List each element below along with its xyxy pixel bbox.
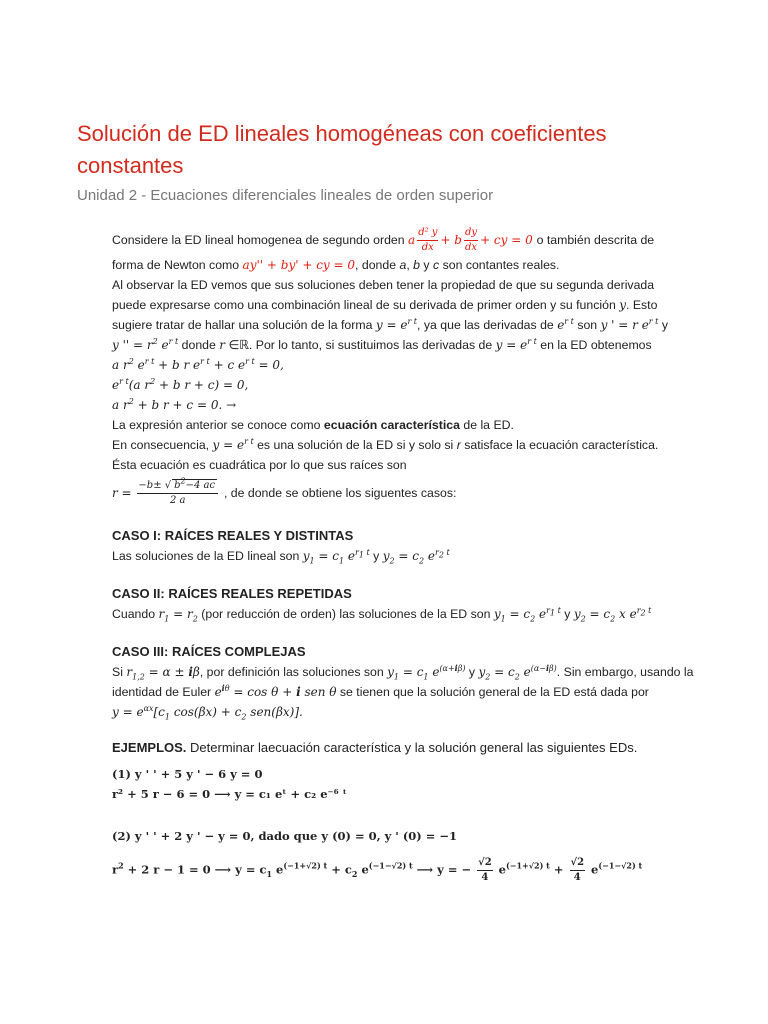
page-title: Solución de ED lineales homogéneas con coeficientes constantes [77,121,607,178]
case-text: Cuando [112,607,156,621]
intro-text: Considere la ED lineal homogenea de segundo orden [112,233,405,247]
intro-text: o también descrita de [536,233,655,247]
case-3-heading: CASO III: RAÍCES COMPLEJAS [112,644,306,659]
intro-text: son [577,318,598,332]
case-2-text: Cuando $r_1 = r_2$ (por reducción de orden) las soluciones de la ED son $y_1 = c_2$ $e^{r_1 t}$ y $y_2 = c_2$ x $e^{r_2 t}$ [112,606,652,624]
intro-text: , ya que las derivadas de [417,318,554,332]
intro-text: puede expresarse como una combinación lineal de su derivada de primer orden y su función [112,298,616,312]
intro-line-5: sugiere tratar de hallar una solución de la forma $y = e^{r t}$, ya que las derivadas de $e^{r t}$ son y ' = r $e^{r t}$ y [112,317,668,332]
intro-text: de la ED. [463,418,514,432]
intro-line-9 [112,455,672,475]
page-subtitle: Unidad 2 - Ecuaciones diferenciales lineales de orden superior [77,187,494,204]
intro-line-6: y '' = $r^2$ $e^{r t}$ donde r ∈ℝ. Por lo tanto, si sustituimos las derivadas de $y = e^{r t}$ en la ED obtenemos [112,337,652,352]
quadratic-formula-line [112,476,672,508]
examples-intro [112,738,672,758]
examples-text: Determinar laecuación característica y la solución general las siguientes EDs. [190,740,638,755]
intro-text: En consecuencia, [112,438,210,452]
case-3-text-2: identidad de Euler $e^{i\theta} = \cos \theta + i$ sen θ se tienen que la solución general de la ED está dada por [112,683,649,699]
intro-line-1 [112,226,672,255]
intro-text: , donde [355,258,397,272]
intro-text: y [661,318,668,332]
equation-line-3: a $r^2 + b$ r + c = 0. → [112,397,237,412]
newton-form: ay'' + by' + cy = 0 [242,258,356,272]
intro-line-2: forma de Newton como ay'' + by' + cy = 0, donde a, b y c son contantes reales. [112,258,560,272]
examples-label: EJEMPLOS. [112,740,187,755]
case-text: . Sin embargo, usando la [556,665,694,679]
example-1-solution: r² + 5 r − 6 = 0 ⟶ y = c₁ eᵗ + c₂ e⁻⁶ ᵗ [112,787,347,801]
example-2-solution: $r^2 + 2$ r − 1 = 0 ⟶ $y = c_1$ $e^{(-1+√2) t} + c_2$ $e^{(-1-√2) t}$ ⟶ y = − $\frac{√2}{4}$ $e^{(-1+√2) t}$ + $\frac{√2}{4}$ $e^{(-1-√2) t}$ [112,857,643,883]
intro-line-8: En consecuencia, $y = e^{r t}$ es una solución de la ED si y solo si r satisface la ecuación característica. [112,437,659,452]
case-text: identidad de Euler [112,685,212,699]
case-3-text-1: Si $r_{1,2} = \alpha \pm i\beta$, por definición las soluciones son $y_1 = c_1$ $e^{(\alpha+i\beta)}$ y $y_2 = c_2$ $e^{(\alpha-i\beta)}$. Sin embargo, usando la [112,663,694,682]
characteristic-term: ecuación característica [323,418,460,432]
intro-text: forma de Newton como [112,258,240,272]
case-text: se tienen que la solución general de la ED está dada por [339,685,649,699]
case-text: (por reducción de orden) las soluciones de la ED son [201,607,491,621]
example-2-heading: (2) y ' ' + 2 y ' − y = 0, dado que y (0) = 0, y ' (0) = −1 [112,829,457,843]
intro-text: es una solución de la ED si y solo si [257,438,454,452]
quadratic-formula: r = $\frac{-b\pm √ b^2-4 ac}{2 a}$ [112,486,224,500]
equation-line-1: a $r^2$ $e^{r t} + b$ r $e^{r t} + c$ $e^{r t} = 0$, [112,357,284,372]
document-body [112,226,694,885]
case-2-heading: CASO II: RAÍCES REALES REPETIDAS [112,586,352,601]
intro-text: en la ED obtenemos [540,338,652,352]
intro-text: , de donde se obtiene los siguentes casos: [223,486,457,500]
equation-line-2: $e^{r t}(a$ $r^2 + b$ r + c) = 0, [112,377,249,392]
case-3-general-solution: $y = e^{\alpha x}[c_1$ $\cos(\beta x) + c_2$ sen(βx)]. [112,704,303,722]
case-text: Si [112,665,123,679]
intro-text: Al observar la ED vemos que sus soluciones deben tener la propiedad de que su segunda derivada [112,278,655,292]
intro-text: sugiere tratar de hallar una solución de la forma [112,318,373,332]
intro-text: . Por lo tanto, si sustituimos las derivadas de [248,338,493,352]
case-1-heading: CASO I: RAÍCES REALES Y DISTINTAS [112,528,354,543]
intro-text: son contantes reales. [442,258,560,272]
example-1-heading: (1) y ' ' + 5 y ' − 6 y = 0 [112,767,263,781]
intro-line-7 [112,415,672,435]
intro-text: satisface la ecuación característica. [464,438,659,452]
intro-line-4: puede expresarse como una combinación lineal de su derivada de primer orden y su función y. Esto [112,298,658,312]
intro-text: Ésta ecuación es cuadrática por lo que sus raíces son [112,458,407,472]
intro-text: La expresión anterior se conoce como [112,418,321,432]
intro-line-3 [112,275,672,295]
intro-text: donde [181,338,216,352]
case-1-text: Las soluciones de la ED lineal son $y_1 = c_1$ $e^{r_1 t}$ y $y_2 = c_2$ $e^{r_2 t}$ [112,548,450,566]
case-text: Las soluciones de la ED lineal son [112,549,300,563]
case-text: , por definición las soluciones son [199,665,384,679]
ode-equation: a $\frac{\text{d² y}}{dx}$ + b $\frac{dy}{dx}$ + cy = 0 [408,227,537,253]
